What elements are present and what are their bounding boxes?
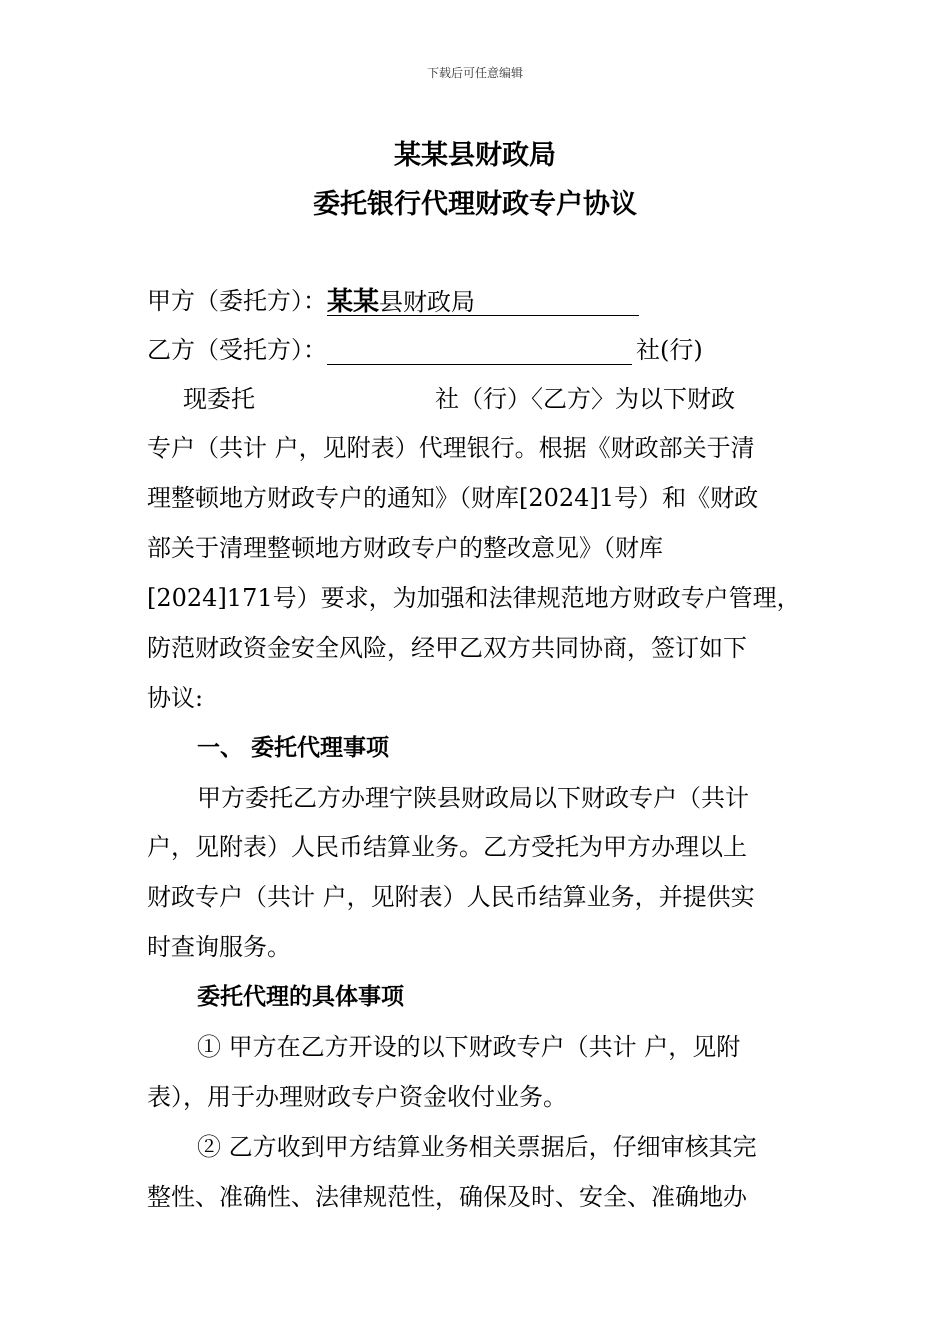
- party-a-name-rest: 县财政局: [379, 288, 476, 316]
- party-b-label: 乙方（受托方）：: [147, 336, 327, 364]
- section1-line-4: 时查询服务。: [147, 933, 291, 961]
- party-b-row: [147, 335, 703, 365]
- intro-line-7: 协议:: [147, 684, 204, 712]
- section1-line-2: 户，见附表）人民币结算业务。乙方受托为甲方办理以上: [147, 833, 747, 861]
- intro-line-3: 理整顿地方财政专户的通知》（财库[2024]1号）和《财政: [147, 484, 759, 512]
- intro-line-2: 专户（共计 户，见附表）代理银行。根据《财政部关于清: [147, 434, 755, 462]
- intro-line-6: 防范财政资金安全风险，经甲乙双方共同协商，签订如下: [147, 634, 747, 662]
- section1-line-3: 财政专户（共计 户，见附表）人民币结算业务，并提供实: [147, 883, 755, 911]
- intro-line1-start: 现委托: [183, 385, 255, 413]
- party-a-row: [147, 286, 639, 316]
- specific-item1-line-1: ① 甲方在乙方开设的以下财政专户（共计 户，见附: [197, 1033, 741, 1061]
- section1-heading: 一、 委托代理事项: [197, 735, 390, 761]
- section1-line-1: 甲方委托乙方办理宁陕县财政局以下财政专户（共计: [197, 784, 749, 812]
- intro-line-1: [183, 384, 735, 414]
- specific-item1-line-2: 表），用于办理财政专户资金收付业务。: [147, 1083, 567, 1111]
- party-b-field: [327, 338, 632, 365]
- intro-line-5: [2024]171号）要求，为加强和法律规范地方财政专户管理，: [147, 584, 801, 612]
- specific-item2-line-2: 整性、准确性、法律规范性，确保及时、安全、准确地办: [147, 1183, 747, 1211]
- header-note: 下载后可任意编辑: [426, 66, 523, 80]
- document-title-line1: 某某县财政局: [394, 140, 556, 171]
- party-a-name-bold: 某某: [327, 287, 380, 317]
- party-b-suffix: 社(行): [636, 336, 703, 364]
- party-a-field: [327, 287, 639, 316]
- party-a-label: 甲方（委托方）：: [147, 287, 327, 315]
- specific-heading: 委托代理的具体事项: [197, 984, 404, 1010]
- document-title-line2: 委托银行代理财政专户协议: [313, 189, 637, 220]
- specific-item2-line-1: ② 乙方收到甲方结算业务相关票据后，仔细审核其完: [197, 1133, 757, 1161]
- intro-line1-end: 社（行）〈乙方〉为以下财政: [435, 385, 735, 413]
- intro-line-4: 部关于清理整顿地方财政专户的整改意见》（财库: [147, 534, 663, 562]
